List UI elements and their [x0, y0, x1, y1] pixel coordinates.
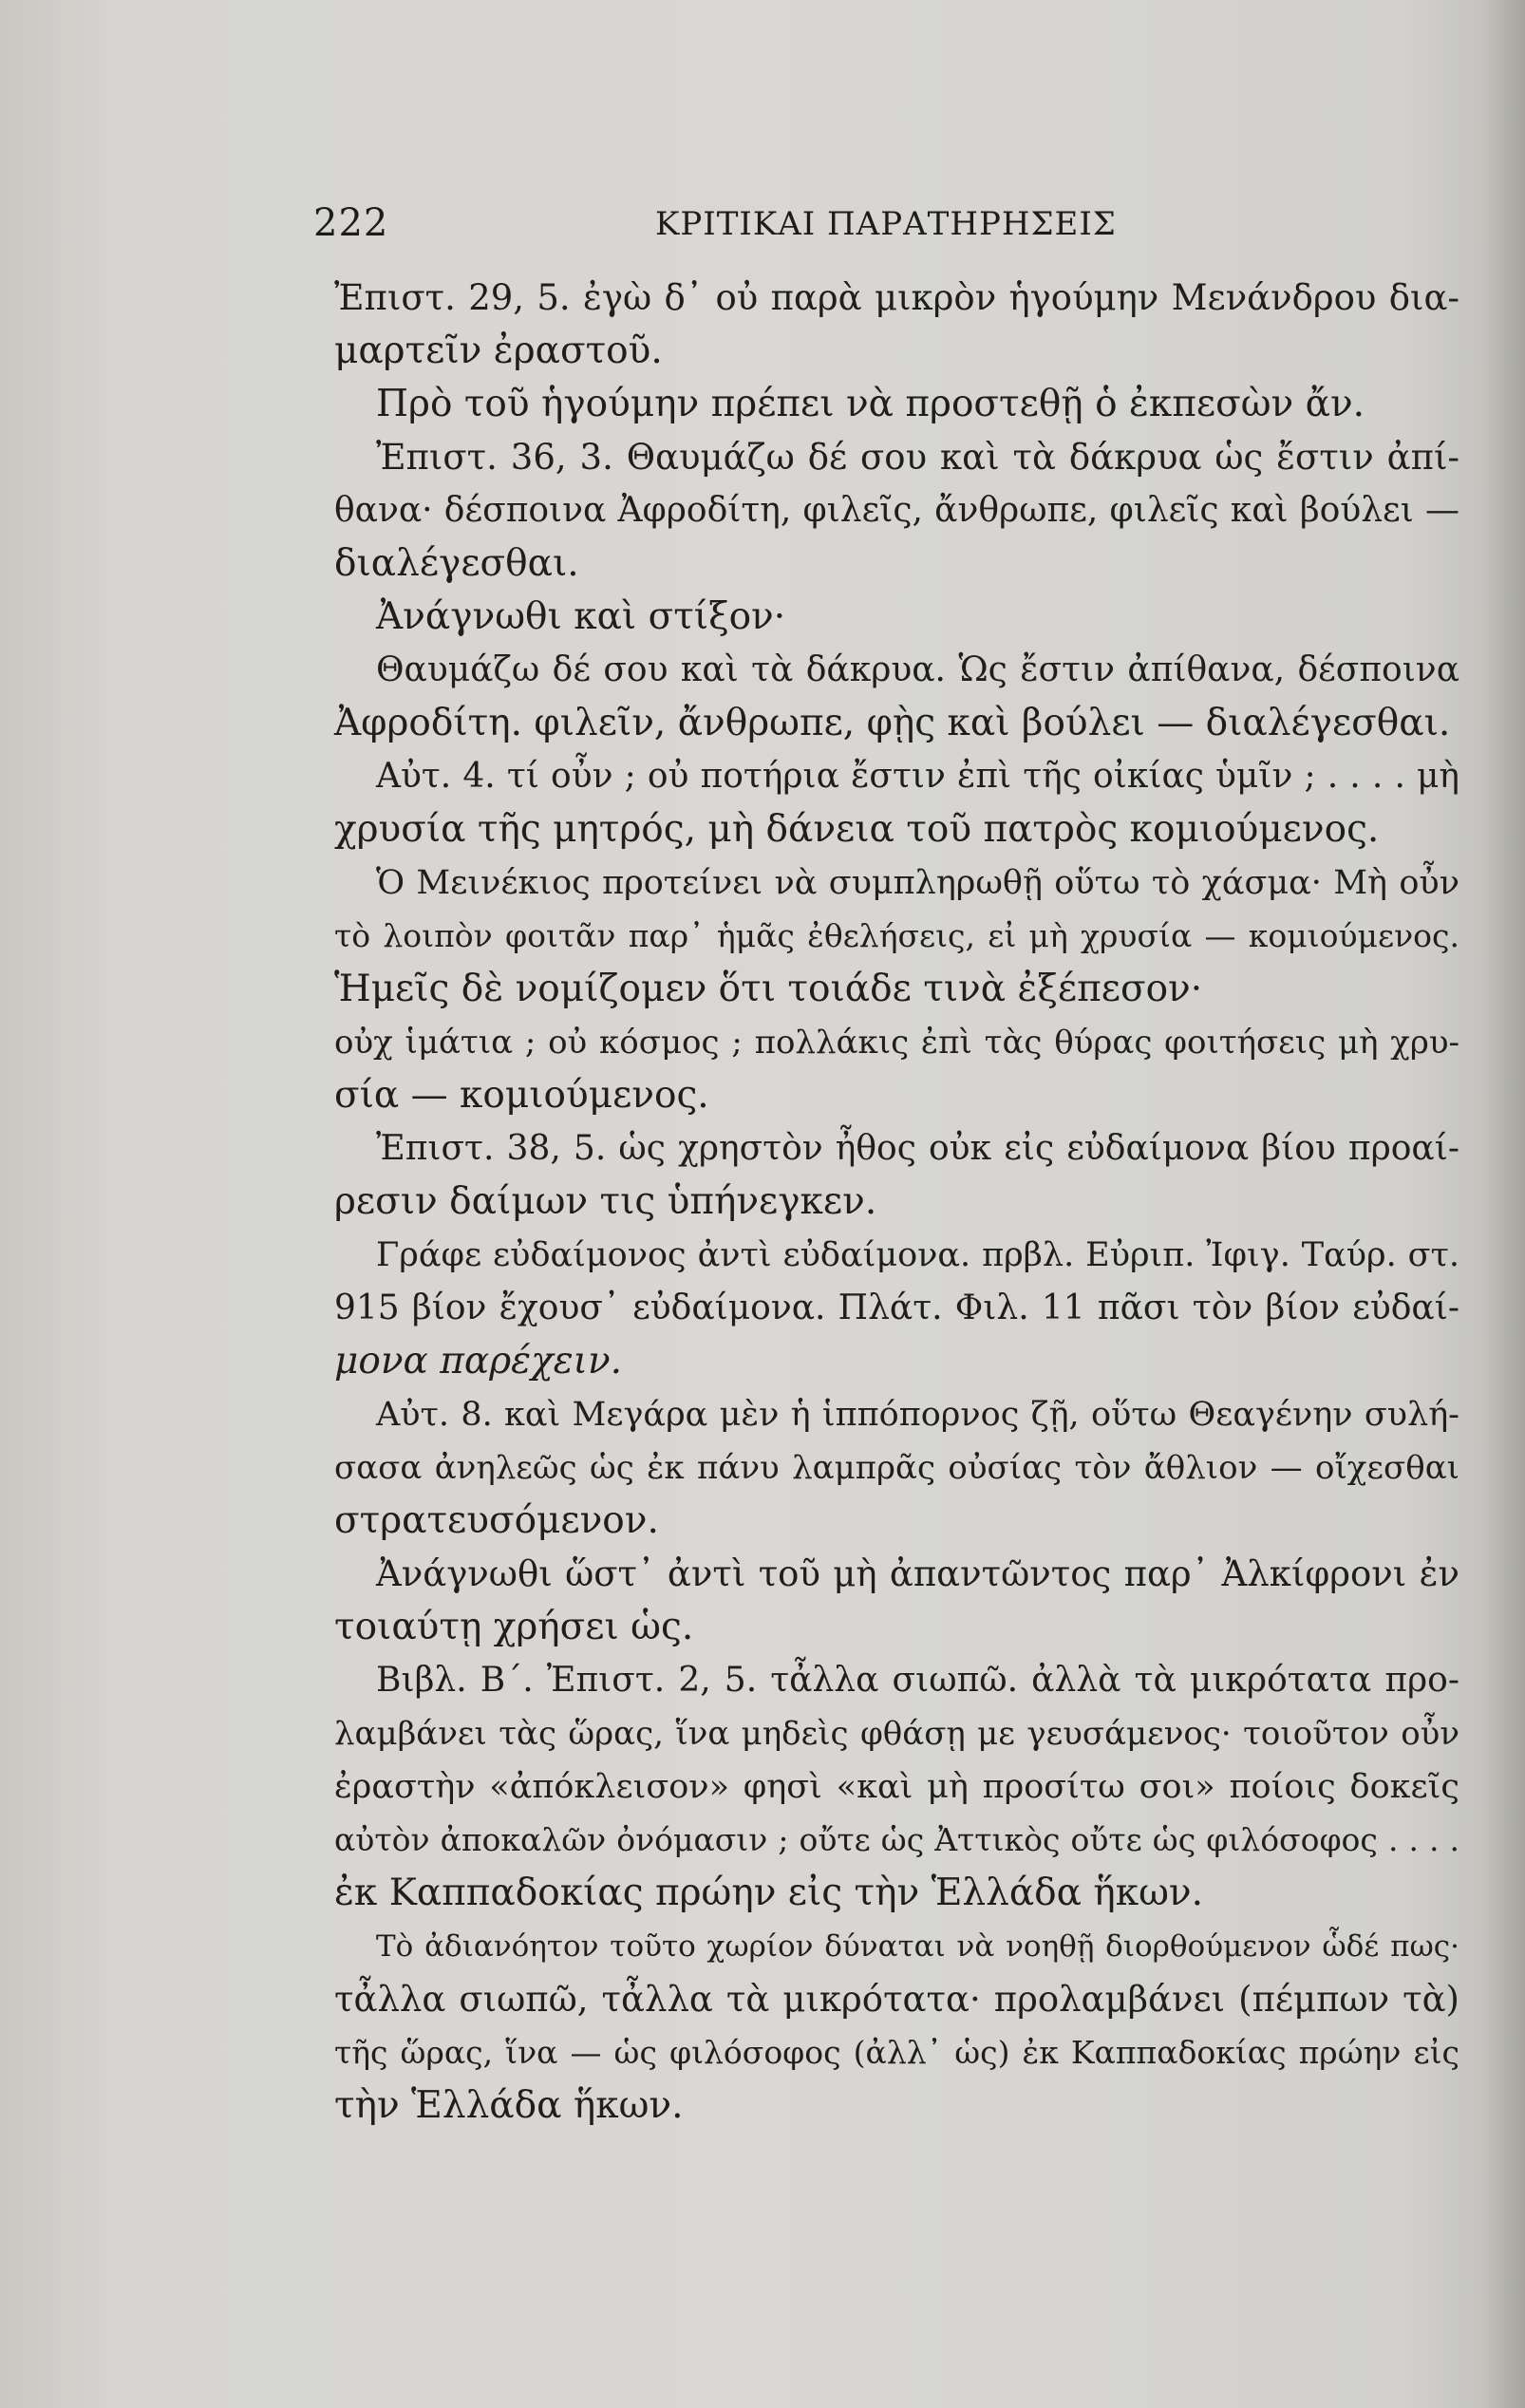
text-line: Ἐπιστ. 38, 5. ὡς χρηστὸν ἦθος οὐκ εἰς εὐδαίμονα βίου προαί-	[376, 1129, 1459, 1168]
text-line: Γράφε εὐδαίμονος ἀντὶ εὐδαίμονα. πρβλ. Εὐριπ. Ἰφιγ. Ταύρ. στ.	[376, 1236, 1459, 1274]
text-line: Ἐπιστ. 36, 3. Θαυμάζω δέ σου καὶ τὰ δάκρυα ὡς ἔστιν ἀπί-	[376, 437, 1459, 478]
text-line: ἐραστὴν «ἀπόκλεισον» φησὶ «καὶ μὴ προσίτω σοι» ποίοις δοκεῖς	[334, 1768, 1459, 1806]
text-line: Αὐτ. 4. τί οὖν ; οὐ ποτήρια ἔστιν ἐπὶ τῆς οἰκίας ὑμῖν ; . . . . μὴ	[376, 757, 1459, 796]
text-line: λαμβάνει τὰς ὥρας, ἵνα μηδεὶς φθάσῃ με γευσάμενος· τοιοῦτον οὖν	[334, 1715, 1459, 1753]
text-line: μονα παρέχειν.	[334, 1340, 623, 1383]
text-line: αὐτὸν ἀποκαλῶν ὀνόμασιν ; οὔτε ὡς Ἀττικὸς οὔτε ὡς φιλόσοφος . . . .	[334, 1821, 1459, 1858]
text-line: στρατευσόμενον.	[334, 1499, 659, 1542]
text-body	[334, 272, 1459, 2133]
text-line: σασα ἀνηλεῶς ὡς ἐκ πάνυ λαμπρᾶς οὐσίας τὸν ἄθλιον — οἴχεσθαι	[334, 1449, 1459, 1487]
running-title: ΚΡΙΤΙΚΑΙ ΠΑΡΑΤΗΡΗΣΕΙΣ	[655, 205, 1117, 243]
text-line: διαλέγεσθαι.	[334, 542, 579, 585]
text-line: τοιαύτῃ χρήσει ὡς.	[334, 1606, 694, 1648]
text-line: Ἀνάγνωθι καὶ στίξον·	[376, 595, 786, 638]
text-line: Πρὸ τοῦ ἡγούμην πρέπει νὰ προστεθῇ ὁ ἐκπεσὼν ἄν.	[376, 383, 1365, 425]
text-line: τὴν Ἑλλάδα ἥκων.	[334, 2084, 684, 2127]
running-head	[0, 201, 1525, 249]
text-line: Ὁ Μεινέκιος προτείνει νὰ συμπληρωθῇ οὕτω τὸ χάσμα· Μὴ οὖν	[376, 864, 1459, 902]
text-line: Θαυμάζω δέ σου καὶ τὰ δάκρυα. Ὡς ἔστιν ἀπίθανα, δέσποινα	[376, 650, 1459, 689]
text-line: τῆς ὥρας, ἵνα — ὡς φιλόσοφος (ἀλλ᾽ ὡς) ἐκ Καππαδοκίας πρώην εἰς	[334, 2034, 1459, 2071]
text-line: Αὐτ. 8. καὶ Μεγάρα μὲν ἡ ἱππόπορνος ζῇ, οὕτω Θεαγένην συλή-	[376, 1396, 1459, 1434]
text-line: Ἐπιστ. 29, 5. ἐγὼ δ᾽ οὐ παρὰ μικρὸν ἡγούμην Μενάνδρου δια-	[334, 277, 1459, 318]
text-line: χρυσία τῆς μητρός, μὴ δάνεια τοῦ πατρὸς κομιούμενος.	[334, 808, 1380, 851]
text-line: ἐκ Καππαδοκίας πρώην εἰς τὴν Ἑλλάδα ἥκων.	[334, 1872, 1204, 1914]
text-line: Τὸ ἀδιανόητον τοῦτο χωρίον δύναται νὰ νοηθῇ διορθούμενον ὧδέ πως·	[376, 1929, 1459, 1964]
text-line: Ἀνάγνωθι ὥστ᾽ ἀντὶ τοῦ μὴ ἀπαντῶντος παρ᾽ Ἀλκίφρονι ἐν	[376, 1553, 1459, 1594]
text-line: Βιβλ. Β΄. Ἐπιστ. 2, 5. τἆλλα σιωπῶ. ἀλλὰ τὰ μικρότατα προ-	[376, 1661, 1459, 1700]
text-line: τἆλλα σιωπῶ, τἆλλα τὰ μικρότατα· προλαμβάνει (πέμπων τὰ)	[334, 1979, 1459, 2020]
text-line: ρεσιν δαίμων τις ὑπήνεγκεν.	[334, 1180, 877, 1223]
text-line: μαρτεῖν ἐραστοῦ.	[334, 329, 663, 372]
text-line: οὐχ ἱμάτια ; οὐ κόσμος ; πολλάκις ἐπὶ τὰς θύρας φοιτήσεις μὴ χρυ-	[334, 1024, 1459, 1062]
text-line: 915 βίον ἔχουσ᾽ εὐδαίμονα. Πλάτ. Φιλ. 11 πᾶσι τὸν βίον εὐδαί-	[334, 1289, 1459, 1327]
text-line: τὸ λοιπὸν φοιτᾶν παρ᾽ ἡμᾶς ἐθελήσεις, εἰ μὴ χρυσία — κομιούμενος.	[334, 917, 1459, 954]
text-line: σία — κομιούμενος.	[334, 1074, 709, 1117]
text-line: θανα· δέσποινα Ἀφροδίτη, φιλεῖς, ἄνθρωπε, φιλεῖς καὶ βούλει —	[334, 491, 1459, 530]
text-line: Ἀφροδίτη. φιλεῖν, ἄνθρωπε, φῂς καὶ βούλει — διαλέγεσθαι.	[334, 702, 1451, 744]
page-number: 222	[313, 201, 389, 245]
text-line: Ἡμεῖς δὲ νομίζομεν ὅτι τοιάδε τινὰ ἐξέπεσον·	[334, 968, 1203, 1010]
